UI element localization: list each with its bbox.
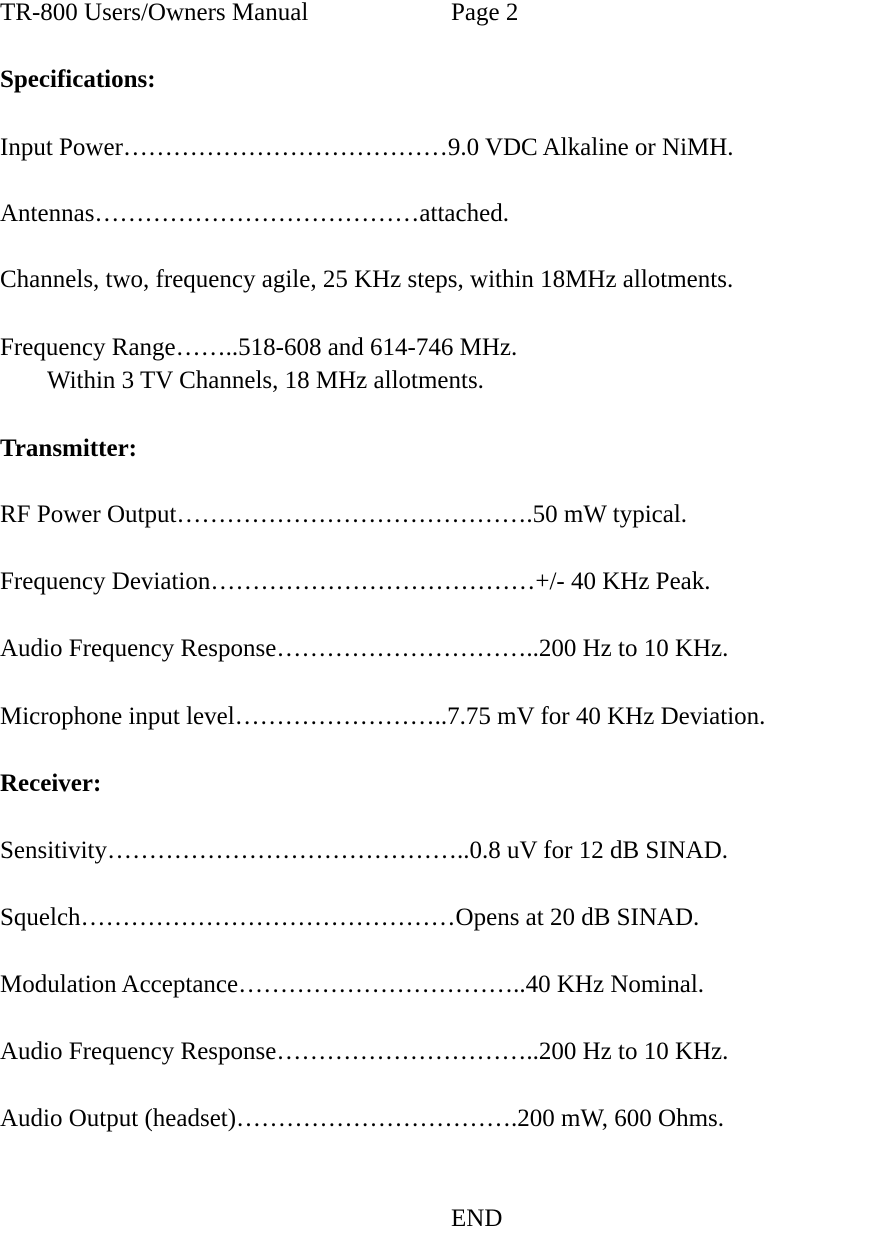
- tx-microphone-input-level: Microphone input level……………………..7.75 mV for 40 KHz Deviation.: [0, 703, 766, 730]
- spec-channels: Channels, two, frequency agile, 25 KHz steps, within 18MHz allotments.: [0, 266, 734, 293]
- rx-modulation-acceptance: Modulation Acceptance……………………………..40 KHz Nominal.: [0, 971, 705, 998]
- spec-frequency-range: Frequency Range……..518-608 and 614-746 MHz.: [0, 334, 518, 361]
- spec-input-power: Input Power…………………………………9.0 VDC Alkaline or NiMH.: [0, 134, 734, 161]
- receiver-heading: Receiver:: [0, 770, 102, 797]
- rx-sensitivity: Sensitivity……………………………………..0.8 uV for 12 dB SINAD.: [0, 837, 729, 864]
- spec-antennas: Antennas…………………………………attached.: [0, 200, 509, 227]
- tx-frequency-deviation: Frequency Deviation…………………………………+/- 40 KHz Peak.: [0, 568, 711, 595]
- tx-audio-frequency-response: Audio Frequency Response…………………………..200 Hz to 10 KHz.: [0, 635, 729, 662]
- rx-audio-output: Audio Output (headset)…………………………….200 mW, 600 Ohms.: [0, 1105, 725, 1132]
- page-number: Page 2: [451, 0, 519, 26]
- end-marker: END: [451, 1205, 503, 1232]
- rx-audio-frequency-response: Audio Frequency Response…………………………..200 Hz to 10 KHz.: [0, 1038, 729, 1065]
- manual-title: TR-800 Users/Owners Manual: [0, 0, 309, 26]
- spec-frequency-range-note: Within 3 TV Channels, 18 MHz allotments.: [47, 367, 484, 394]
- tx-rf-power-output: RF Power Output…………………………………….50 mW typical.: [0, 501, 688, 528]
- transmitter-heading: Transmitter:: [0, 435, 137, 462]
- specifications-heading: Specifications:: [0, 66, 156, 93]
- rx-squelch: Squelch………………………………………Opens at 20 dB SINAD.: [0, 904, 700, 931]
